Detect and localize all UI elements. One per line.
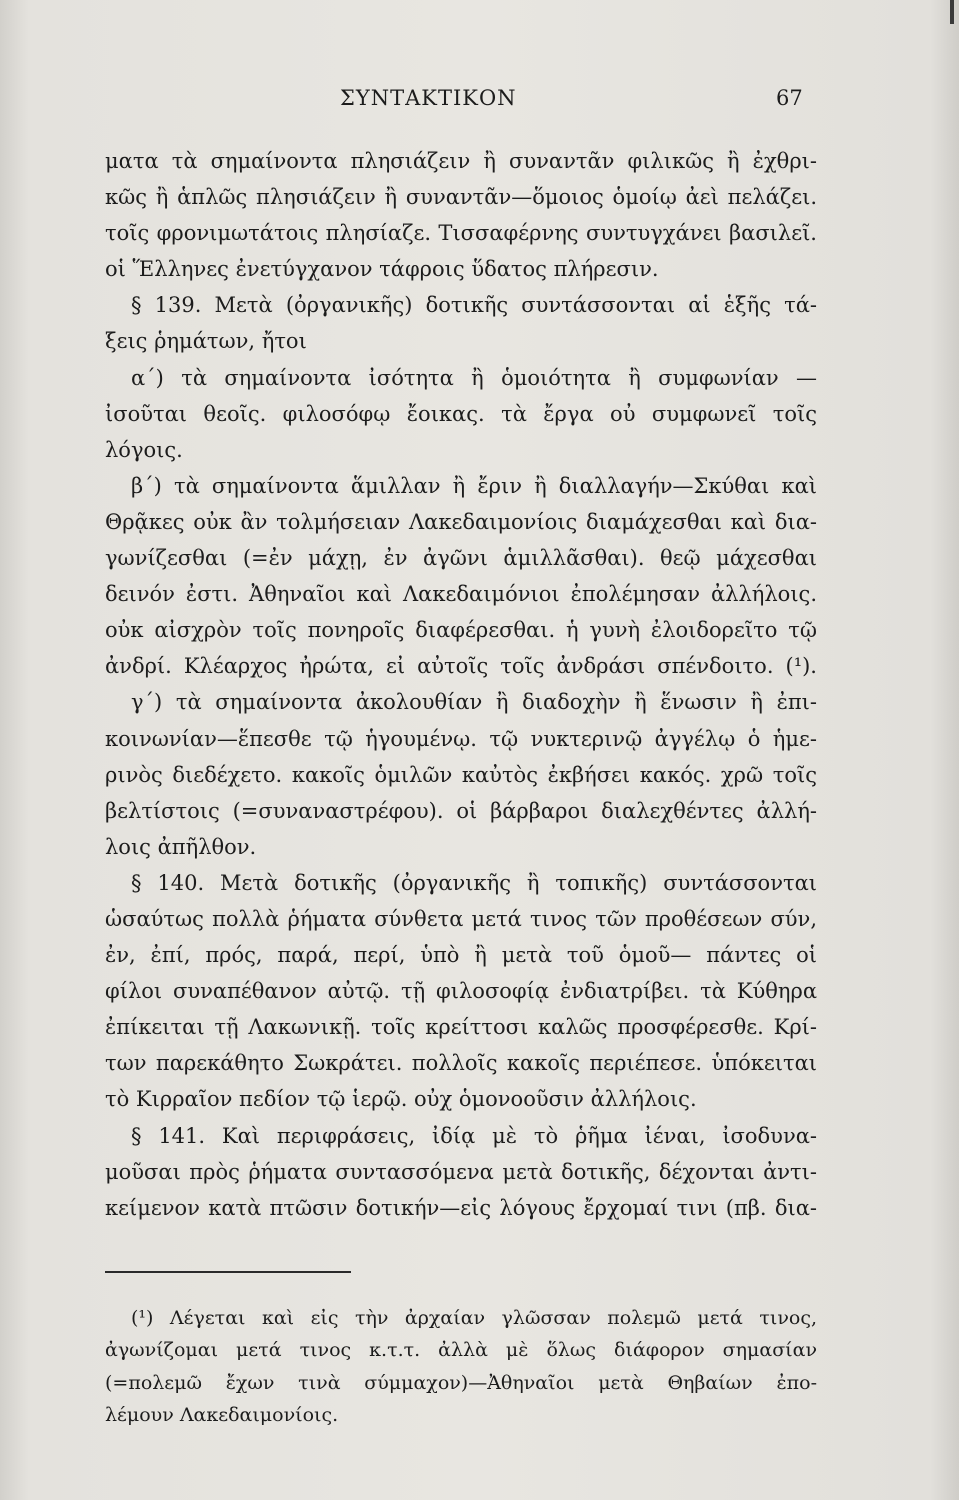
text-line: κῶς ἢ ἁπλῶς πλησιάζειν ἢ συναντᾶν—ὅμοιος ὁμοίῳ ἀεὶ πελάζει. — [105, 185, 817, 210]
footnote-rule — [105, 1271, 351, 1273]
text-line: μοῦσαι πρὸς ῥήματα συντασσόμενα μετὰ δοτικῆς, δέχονται ἀντι- — [105, 1159, 817, 1184]
text-line: λοις ἀπῆλθον. — [105, 834, 257, 859]
page-number: 67 — [776, 86, 803, 110]
scan-edge-mark — [950, 0, 954, 24]
text-line: ἰσοῦται θεοῖς. φιλοσόφῳ ἔοικας. τὰ ἔργα οὐ συμφωνεῖ τοῖς — [105, 401, 817, 426]
footnote-line: ἀγωνίζομαι μετά τινος κ.τ.τ. ἀλλὰ μὲ ὅλως διάφορον σημασίαν — [105, 1339, 817, 1362]
text-line: λόγοις. — [105, 437, 183, 462]
body-text — [105, 143, 817, 1226]
footnote-line: (=πολεμῶ ἔχων τινὰ σύμμαχον)—Ἀθηναῖοι μετὰ Θηβαίων ἐπο- — [105, 1371, 817, 1394]
text-line: ρινὸς διεδέχετο. κακοῖς ὁμιλῶν καὐτὸς ἐκβήσει κακός. χρῶ τοῖς — [105, 762, 817, 787]
page-header — [0, 86, 959, 116]
text-line: οὐκ αἰσχρὸν τοῖς πονηροῖς διαφέρεσθαι. ἡ γυνὴ ἐλοιδορεῖτο τῷ — [105, 618, 817, 643]
text-line: γωνίζεσθαι (=ἐν μάχῃ, ἐν ἀγῶνι ἁμιλλᾶσθαι). θεῷ μάχεσθαι — [105, 546, 817, 571]
footnote-line: λέμουν Λακεδαιμονίοις. — [105, 1403, 339, 1426]
text-line: οἱ Ἕλληνες ἐνετύγχανον τάφροις ὕδατος πλήρεσιν. — [105, 257, 659, 282]
footnotes — [105, 1302, 817, 1431]
subsection-beta-line: β΄) τὰ σημαίνοντα ἅμιλλαν ἢ ἔριν ἢ διαλλαγήν—Σκύθαι καὶ — [131, 473, 817, 498]
text-line: ἐπίκειται τῇ Λακωνικῇ. τοῖς κρείττοσι καλῶς προσφέρεσθε. Κρί- — [105, 1015, 817, 1040]
text-line: τὸ Κιρραῖον πεδίον τῷ ἱερῷ. οὐχ ὁμονοοῦσιν ἀλλήλοις. — [105, 1087, 697, 1112]
text-line: βελτίστοις (=συναναστρέφου). οἱ βάρβαροι διαλεχθέντες ἀλλή- — [105, 798, 817, 823]
subsection-gamma-line: γ΄) τὰ σημαίνοντα ἀκολουθίαν ἢ διαδοχὴν ἢ ἕνωσιν ἢ ἐπι- — [131, 690, 817, 715]
subsection-alpha-line: α΄) τὰ σημαίνοντα ἰσότητα ἢ ὁμοιότητα ἢ συμφωνίαν — — [131, 365, 817, 390]
text-line: φίλοι συναπέθανον αὐτῷ. τῇ φιλοσοφίᾳ ἐνδιατρίβει. τὰ Κύθηρα — [105, 979, 817, 1004]
section-139-heading-line: § 139. Μετὰ (ὀργανικῆς) δοτικῆς συντάσσονται αἱ ἑξῆς τά- — [131, 293, 817, 318]
text-line: των παρεκάθητο Σωκράτει. πολλοῖς κακοῖς περιέπεσε. ὑπόκειται — [105, 1051, 817, 1076]
text-line: κείμενον κατὰ πτῶσιν δοτικήν—εἰς λόγους ἔρχομαί τινι (πβ. δια- — [105, 1195, 817, 1220]
text-line: κοινωνίαν—ἕπεσθε τῷ ἡγουμένῳ. τῷ νυκτερινῷ ἀγγέλῳ ὁ ἡμε- — [105, 726, 817, 751]
text-line: ματα τὰ σημαίνοντα πλησιάζειν ἢ συναντᾶν φιλικῶς ἢ ἐχθρι- — [105, 149, 817, 173]
section-141-heading-line: § 141. Καὶ περιφράσεις, ἰδίᾳ μὲ τὸ ῥῆμα ἰέναι, ἰσοδυνα- — [131, 1123, 817, 1148]
section-140-heading-line: § 140. Μετὰ δοτικῆς (ὀργανικῆς ἢ τοπικῆς) συντάσσονται — [131, 870, 817, 895]
text-line: τοῖς φρονιμωτάτοις πλησίαζε. Τισσαφέρνης συντυγχάνει βασιλεῖ. — [105, 221, 817, 246]
text-line: ἐν, ἐπί, πρός, παρά, περί, ὑπὸ ἢ μετὰ τοῦ ὁμοῦ— πάντες οἱ — [105, 943, 817, 968]
text-line: ὡσαύτως πολλὰ ῥήματα σύνθετα μετά τινος τῶν προθέσεων σύν, — [105, 906, 817, 931]
running-head: ΣΥΝΤΑΚΤΙΚΟΝ — [340, 86, 517, 110]
text-line: δεινόν ἐστι. Ἀθηναῖοι καὶ Λακεδαιμόνιοι ἐπολέμησαν ἀλλήλοις. — [105, 582, 817, 607]
text-line: Θρᾷκες οὐκ ἂν τολμήσειαν Λακεδαιμονίοις διαμάχεσθαι καὶ δια- — [105, 509, 817, 534]
footnote-line: (¹) Λέγεται καὶ εἰς τὴν ἀρχαίαν γλῶσσαν πολεμῶ μετά τινος, — [131, 1307, 817, 1329]
text-line: ἀνδρί. Κλέαρχος ἠρώτα, εἰ αὐτοῖς τοῖς ἀνδράσι σπένδοιτο. (¹). — [105, 654, 817, 679]
text-line: ξεις ῥημάτων, ἤτοι — [105, 329, 307, 354]
